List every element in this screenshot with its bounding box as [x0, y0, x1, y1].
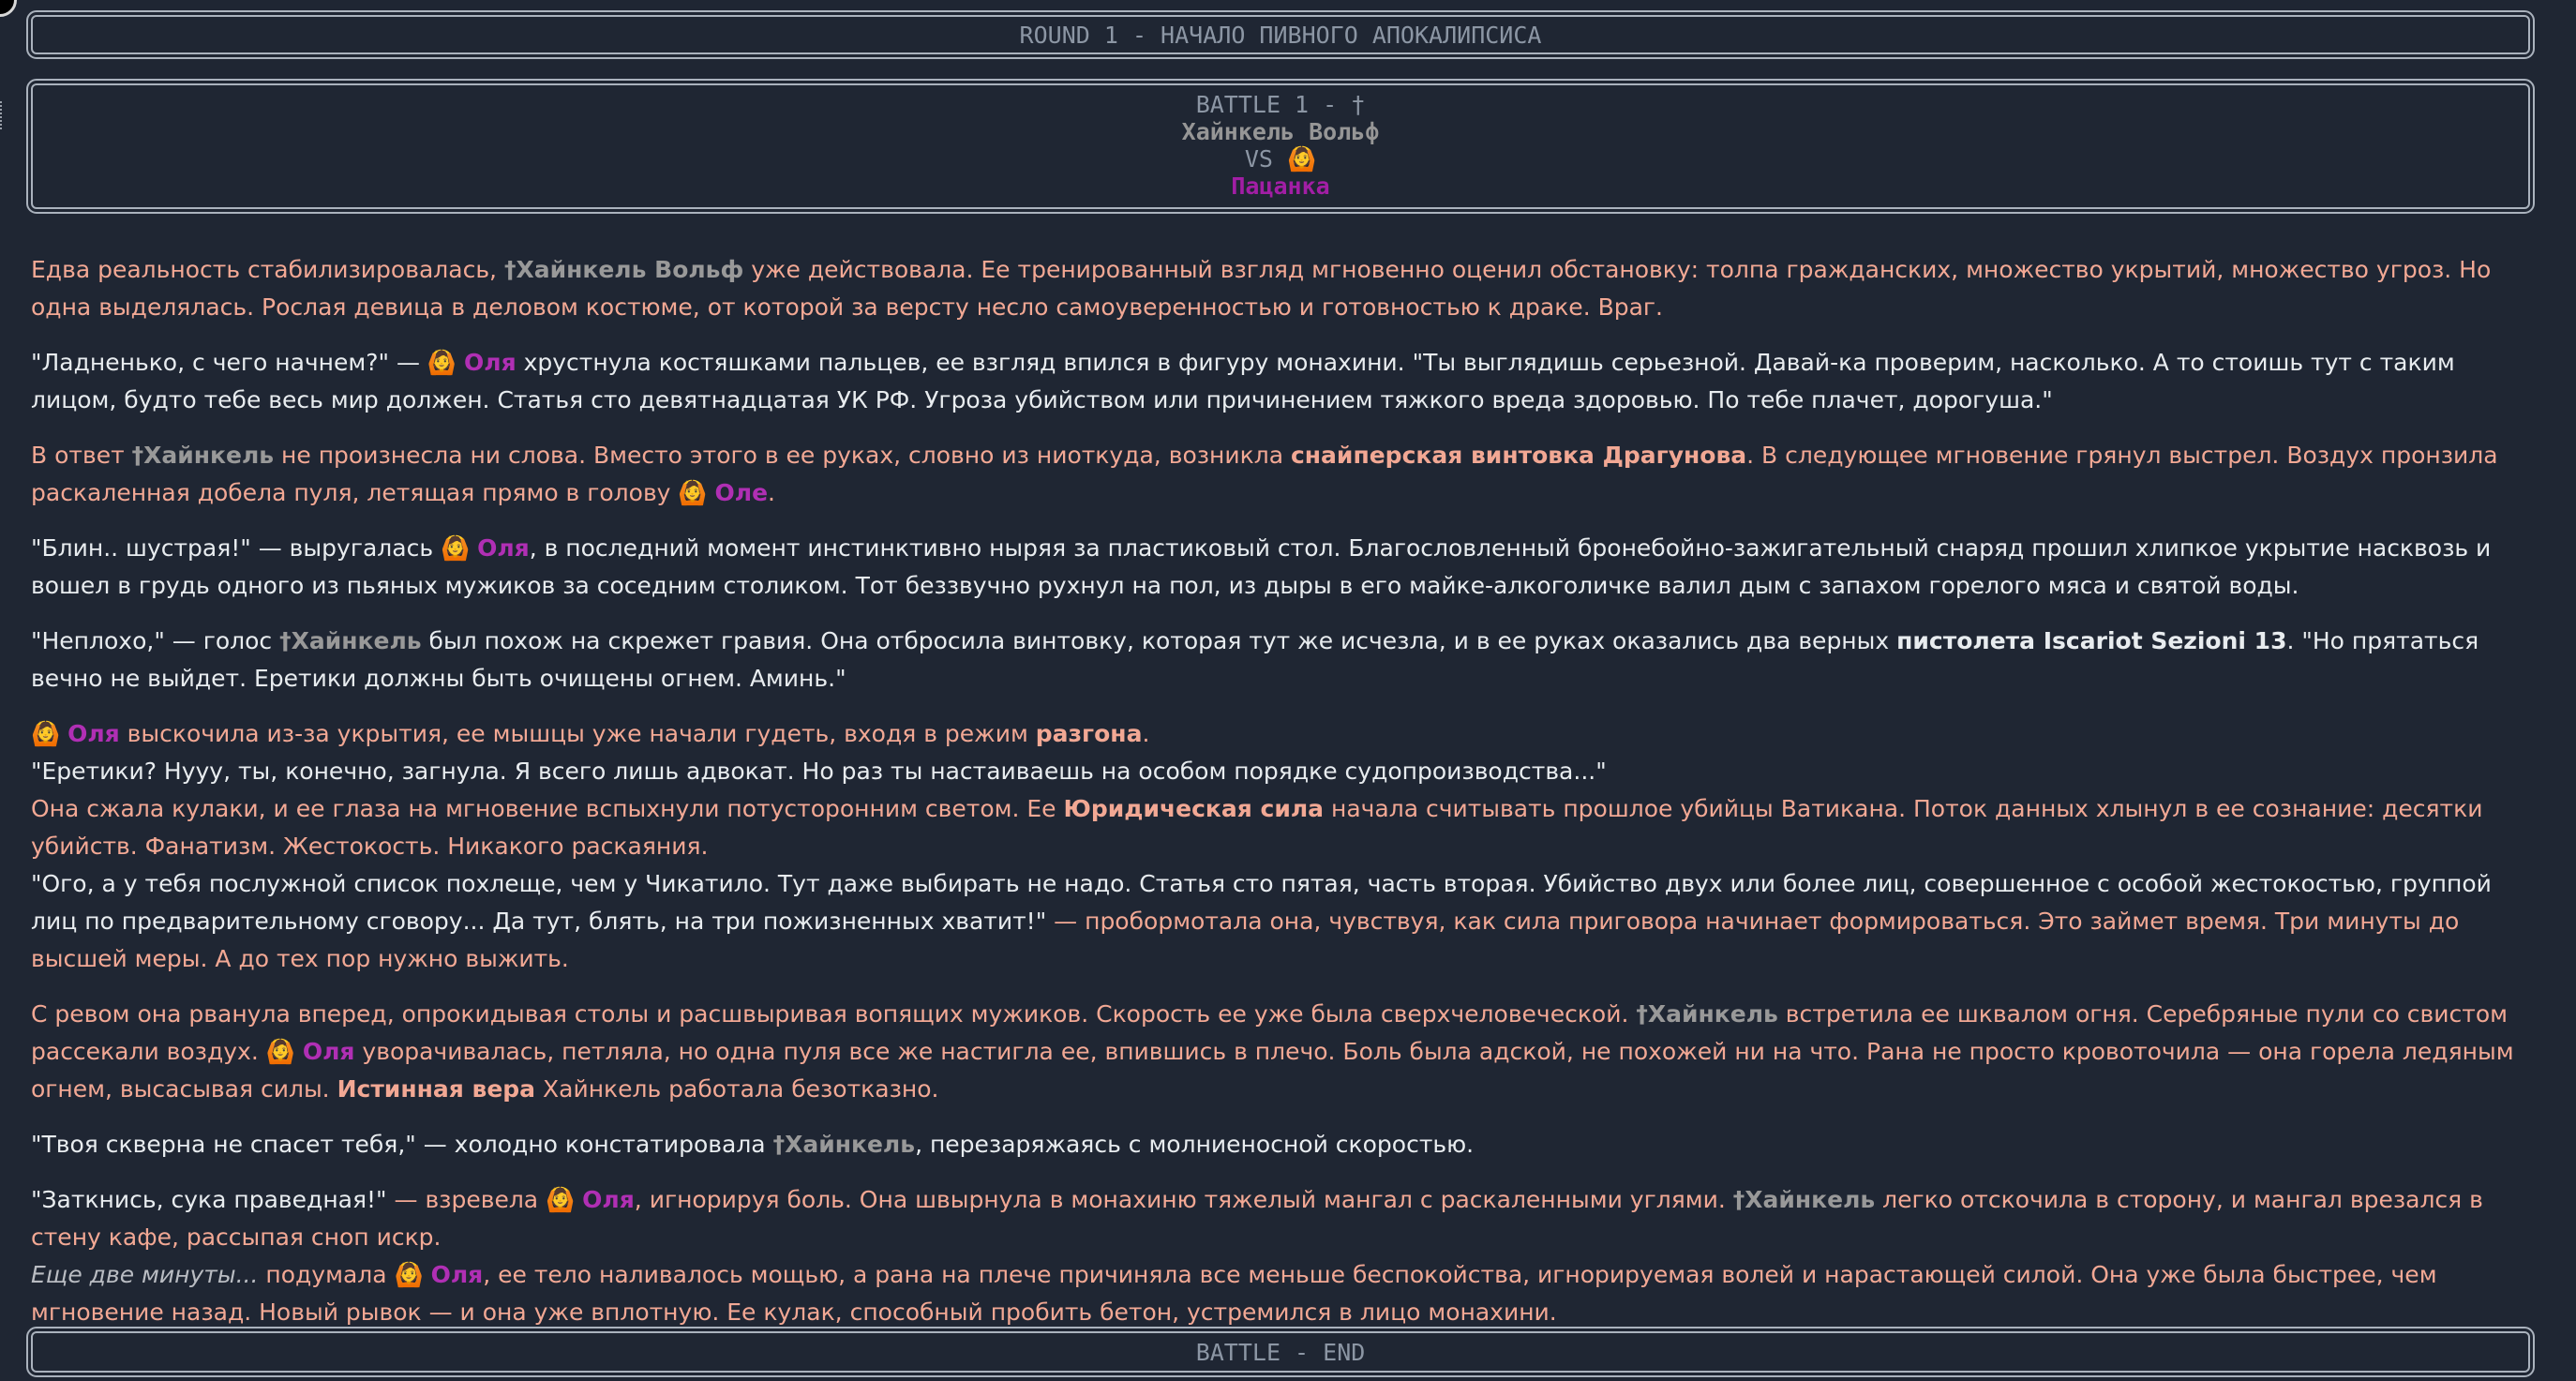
- girl-icon: 🙆: [546, 1186, 576, 1213]
- story-text: — пробормотала она, чувствуя, как сила приговора начинает формироваться. Это займет время. Три минуты до высшей меры. А до тех пор нужно выжить.: [31, 908, 2460, 972]
- heinkel-name: Хайнкель: [1745, 1186, 1876, 1213]
- olya-name: Оля: [67, 720, 120, 747]
- girl-icon: 🙆: [394, 1261, 424, 1288]
- story-text: В ответ: [31, 442, 132, 469]
- cross-icon: †: [503, 256, 517, 283]
- girl-icon: 🙆: [441, 534, 471, 562]
- round-banner: [31, 15, 2530, 54]
- ability-name: Истинная вера: [337, 1075, 536, 1103]
- heinkel-name: Хайнкель Вольф: [516, 256, 744, 283]
- battle-banner: [31, 83, 2530, 209]
- story-text: легко отскочила в сторону, и мангал врезался в стену кафе, рассыпая сноп искр.: [31, 1186, 2483, 1251]
- olya-name: Оле: [714, 479, 769, 506]
- story-text: хрустнула костяшками пальцев, ее взгляд впился в фигуру монахини. "Ты выглядишь серьезной. Давай-ка проверим, насколько. А то стоишь тут с таким лицом, будто тебе весь мир должен. Статья сто девятнадцатая УК РФ. Угроза убийством или причинением тяжкого вреда здоровью. По тебе плачет, дорогуша.": [31, 349, 2455, 413]
- story-paragraph: [31, 996, 2545, 1108]
- story-text: Она сжала кулаки, и ее глаза на мгновение вспыхнули потусторонним светом. Ее: [31, 795, 1064, 822]
- edge-marker: [0, 101, 5, 129]
- story-paragraph: [31, 865, 2545, 978]
- fighter-1-name: Хайнкель Вольф: [1181, 118, 1380, 145]
- story-text: "Неплохо," — голос: [31, 627, 280, 654]
- battle-title: BATTLE 1 - †: [1195, 91, 1366, 118]
- story-text: уворачивалась, петляла, но одна пуля все же настигла ее, впившись в плечо. Боль была адской, не похожей ни на что. Рана не просто кровоточила — она горела ледяным огнем, высасывая силы.: [31, 1038, 2514, 1103]
- story-text: "Еретики? Нууу, ты, конечно, загнула. Я всего лишь адвокат. Но раз ты настаиваешь на особом порядке судопроизводства...": [31, 758, 1607, 785]
- story-paragraph: [31, 344, 2545, 419]
- girl-icon: 🙆: [265, 1038, 295, 1065]
- story-text: , ее тело наливалось мощью, а рана на плече причиняла все меньше беспокойства, игнорируемая волей и нарастающей силой. Она уже была быстрее, чем мгновение назад. Новый рывок — и она уже вплотную. Ее кулак, способный пробить бетон, устремился в лицо монахини.: [31, 1261, 2437, 1326]
- story-paragraph: [31, 1126, 2545, 1163]
- story-paragraph: [31, 530, 2545, 605]
- story-text: не произнесла ни слова. Вместо этого в ее руках, словно из ниоткуда, возникла: [274, 442, 1291, 469]
- story-text: "Ладненько, с чего начнем?" —: [31, 349, 427, 376]
- end-title: BATTLE - END: [1195, 1339, 1366, 1366]
- cross-icon: †: [131, 442, 144, 469]
- story-text: встретила ее шквалом огня. Серебряные пули со свистом рассекали воздух.: [31, 1000, 2508, 1065]
- story-paragraph: [31, 1181, 2545, 1256]
- fighter-2-name: Пацанка: [1231, 173, 1330, 200]
- story-text: . В следующее мгновение грянул выстрел. Воздух пронзила раскаленная добела пуля, летящая прямо в голову: [31, 442, 2498, 506]
- round-title: ROUND 1 - НАЧАЛО ПИВНОГО АПОКАЛИПСИСА: [1019, 22, 1542, 49]
- battle-story: [31, 251, 2545, 1331]
- heinkel-name: Хайнкель: [1647, 1000, 1778, 1028]
- olya-name: Оля: [582, 1186, 635, 1213]
- girl-icon: 🙆: [427, 349, 457, 376]
- inner-thought: Еще две минуты...: [31, 1261, 259, 1288]
- story-text: "Заткнись, сука праведная!": [31, 1186, 387, 1213]
- story-text: выскочила из-за укрытия, ее мышцы уже начали гудеть, входя в режим: [119, 720, 1036, 747]
- ability-name: Юридическая сила: [1063, 795, 1325, 822]
- story-text: "Ого, а у тебя послужной список похлеще, чем у Чикатило. Тут даже выбирать не надо. Статья сто пятая, часть вторая. Убийство двух или более лиц, совершенное с особой жестокостью, группой лиц по предварительному сговору... Да тут, блять, на три пожизненных хватит!": [31, 870, 2492, 935]
- versus-label: VS: [1244, 145, 1273, 173]
- story-text: Хайнкель работала безотказно.: [535, 1075, 939, 1103]
- story-text: — взревела: [386, 1186, 547, 1213]
- story-text: "Блин.. шустрая!" — выругалась: [31, 534, 441, 562]
- story-paragraph: [31, 790, 2545, 865]
- weapon-name: пистолета Iscariot Sezioni 13: [1896, 627, 2287, 654]
- story-text: , перезаряжаясь с молниеносной скоростью.: [915, 1131, 1475, 1158]
- story-paragraph: [31, 753, 2545, 790]
- story-paragraph: [31, 715, 2545, 753]
- story-text: начала считывать прошлое убийцы Ватикана. Поток данных хлынул в ее сознание: десятки убийств. Фанатизм. Жестокость. Никакого раскаяния.: [31, 795, 2483, 860]
- story-text: С ревом она рванула вперед, опрокидывая столы и расшвыривая вопящих мужиков. Скорость ее уже была сверхчеловеческой.: [31, 1000, 1637, 1028]
- story-paragraph: [31, 623, 2545, 698]
- fighter-2-icon: 🙆: [1287, 145, 1317, 173]
- girl-icon: 🙆: [31, 720, 61, 747]
- story-text: , игнорируя боль. Она швырнула в монахиню тяжелый мангал с раскаленными углями.: [634, 1186, 1733, 1213]
- story-text: . "Но прятаться вечно не выйдет. Еретики должны быть очищены огнем. Аминь.": [31, 627, 2479, 692]
- versus-line: [33, 145, 2528, 173]
- story-paragraph: [31, 251, 2545, 326]
- olya-name: Оля: [477, 534, 530, 562]
- story-text: был похож на скрежет гравия. Она отбросила винтовку, которая тут же исчезла, и в ее руках оказались два верных: [421, 627, 1897, 654]
- olya-name: Оля: [302, 1038, 355, 1065]
- heinkel-name: Хайнкель: [785, 1131, 916, 1158]
- story-text: Едва реальность стабилизировалась,: [31, 256, 504, 283]
- story-text: .: [1142, 720, 1150, 747]
- olya-name: Оля: [464, 349, 517, 376]
- story-text: уже действовала. Ее тренированный взгляд мгновенно оценил обстановку: толпа гражданских, множество укрытий, множество угроз. Но одна выделялась. Рослая девица в деловом костюме, от которой за версту несло самоуверенностью и готовностью к драке. Враг.: [31, 256, 2492, 321]
- story-paragraph: [31, 1256, 2545, 1331]
- weapon-name: снайперская винтовка Драгунова: [1290, 442, 1747, 469]
- story-paragraph: [31, 437, 2545, 512]
- heinkel-name: Хайнкель: [143, 442, 275, 469]
- olya-name: Оля: [430, 1261, 484, 1288]
- cross-icon: †: [1732, 1186, 1745, 1213]
- ability-name: разгона: [1035, 720, 1143, 747]
- end-banner: [31, 1331, 2530, 1373]
- heinkel-name: Хайнкель: [291, 627, 422, 654]
- story-text: "Твоя скверна не спасет тебя," — холодно констатировала: [31, 1131, 773, 1158]
- cross-icon: †: [772, 1131, 786, 1158]
- story-text: подумала: [258, 1261, 395, 1288]
- avatar-badge: [0, 0, 17, 17]
- girl-icon: 🙆: [678, 479, 708, 506]
- story-text: .: [768, 479, 775, 506]
- cross-icon: †: [1636, 1000, 1648, 1028]
- story-text: , в последний момент инстинктивно ныряя за пластиковый стол. Благословленный бронебойно-зажигательный снаряд прошил хлипкое укрытие насквозь и вошел в грудь одного из пьяных мужиков за соседним столиком. Тот беззвучно рухнул на пол, из дыры в его майке-алкоголичке валил дым с запахом горелого мяса и святой воды.: [31, 534, 2492, 599]
- cross-icon: †: [279, 627, 292, 654]
